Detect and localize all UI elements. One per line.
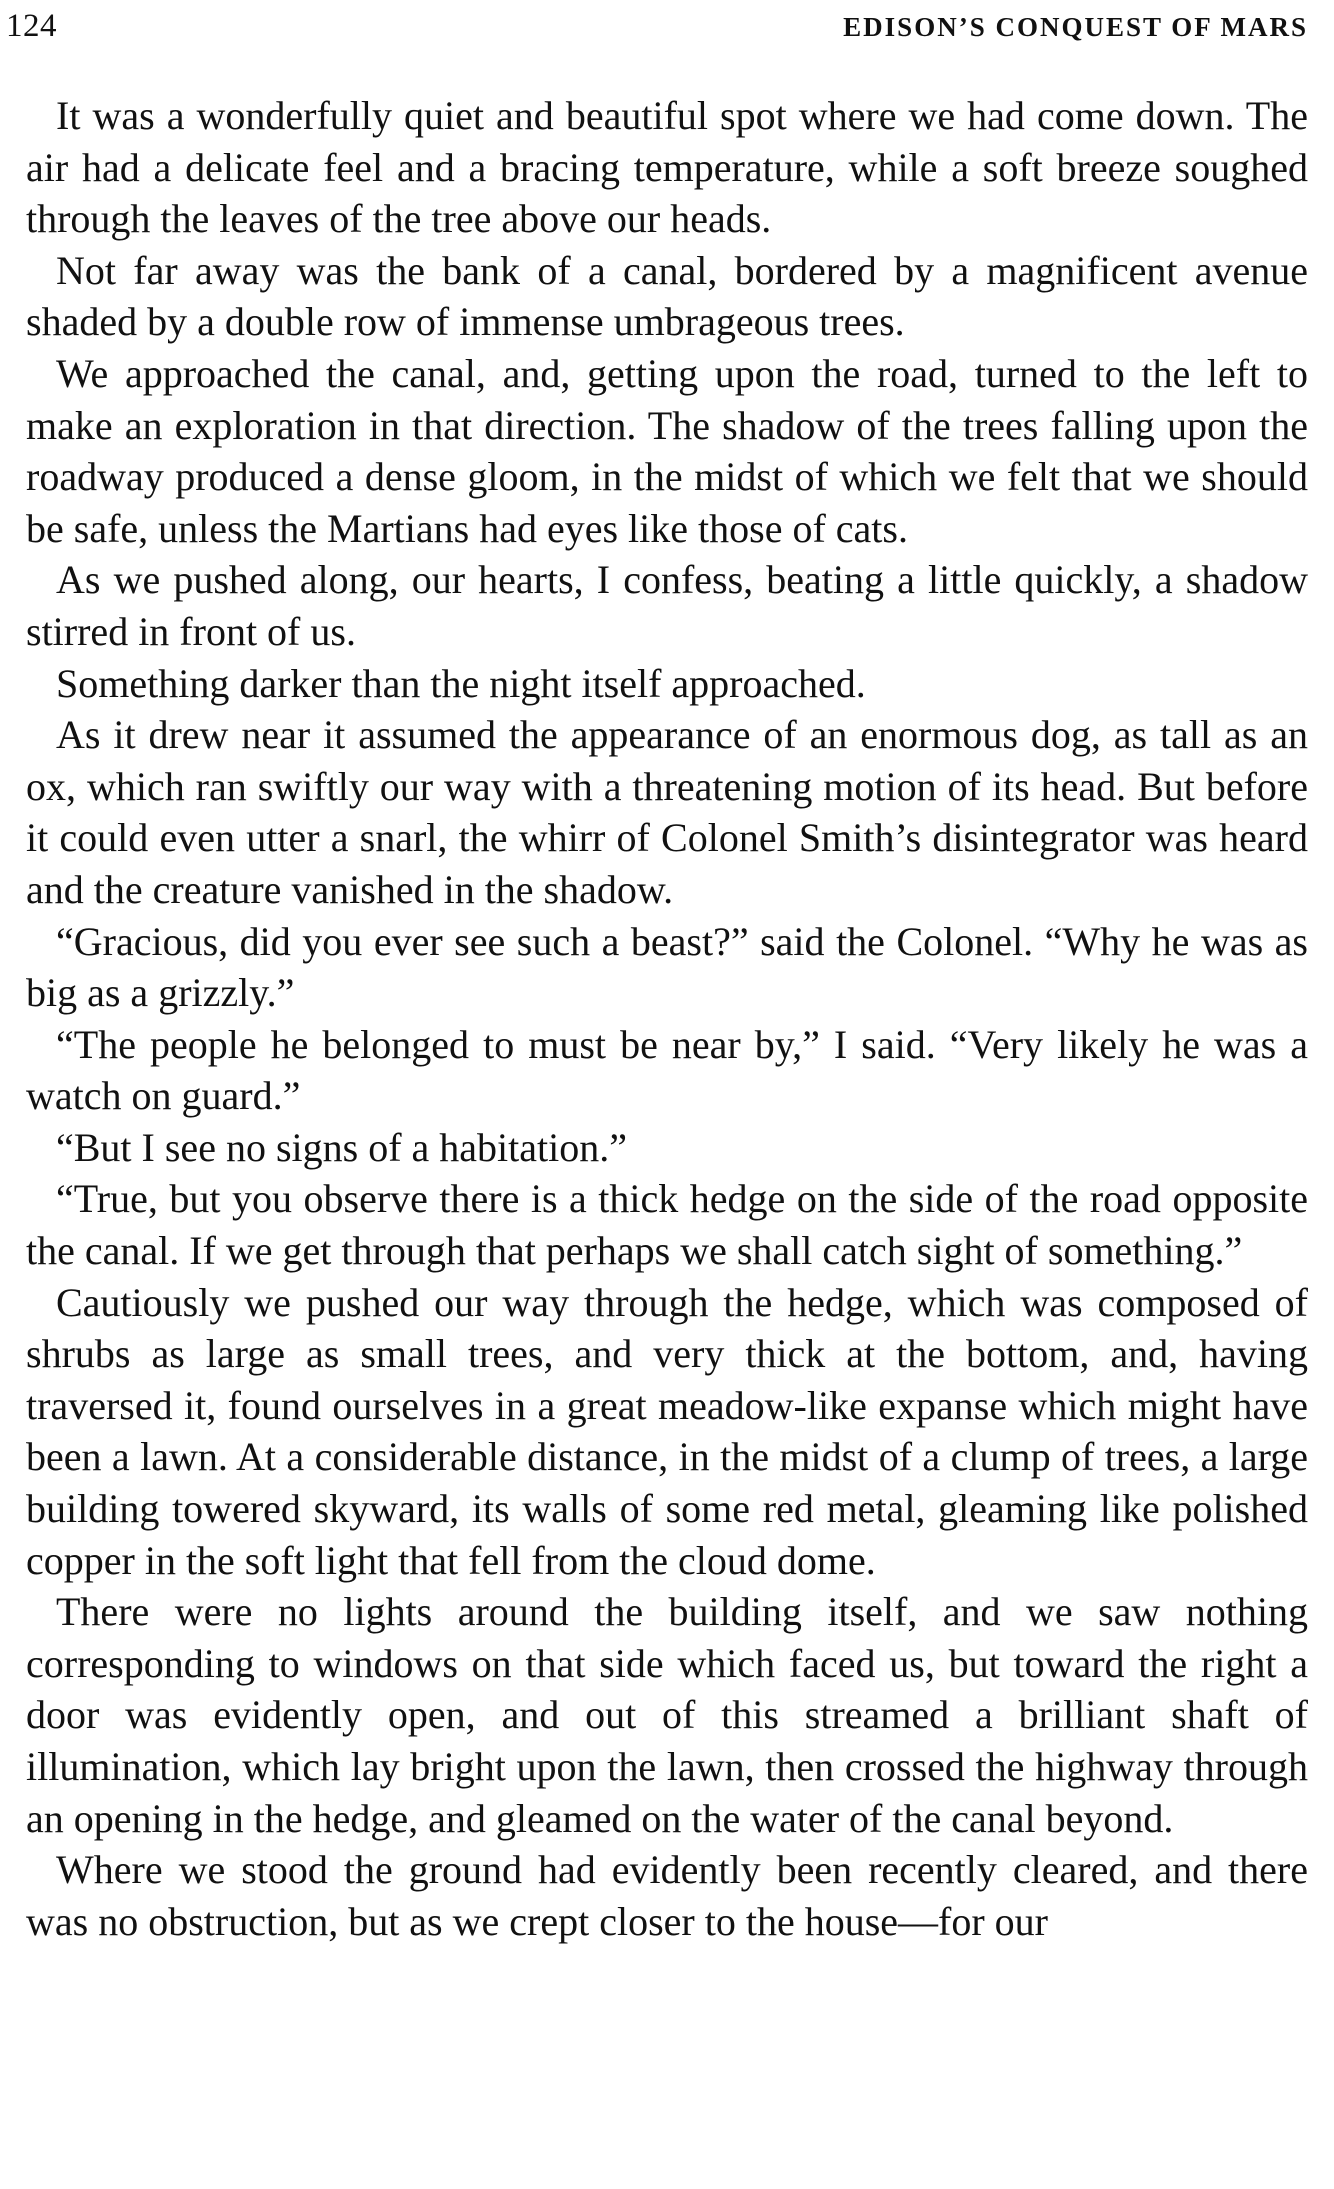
running-title: EDISON’S CONQUEST OF MARS [843,12,1308,42]
paragraph: Cautiously we pushed our way through the hedge, which was composed of shrubs as large as small trees, and very thick at the bottom, and, having traversed it, found ourselves in a great meadow-like expanse which might have been a lawn. At a considerable distance, in the midst of a clump of trees, a large building towered skyward, its walls of some red metal, gleaming like polished copper in the soft light that fell from the cloud dome. [26,1279,1308,1583]
paragraph: Where we stood the ground had evidently been recently cleared, and there was no obstruction, but as we crept closer to the house—for our [26,1847,1308,1944]
paragraph: “True, but you observe there is a thick hedge on the side of the road opposite the canal. If we get through that perhaps we shall catch sight of something.” [26,1176,1308,1274]
paragraph: “But I see no signs of a habitation.” [56,1124,627,1170]
body-text [26,90,1308,1947]
paragraph: It was a wonderfully quiet and beautiful spot where we had come down. The air had a delicate feel and a bracing temperature, while a soft breeze soughed through the leaves of the tree above our heads. [26,93,1308,242]
paragraph: As we pushed along, our hearts, I confess, beating a little quickly, a shadow stirred in front of us. [26,557,1308,654]
paragraph: Something darker than the night itself approached. [56,660,866,706]
paragraph: Not far away was the bank of a canal, bordered by a magnificent avenue shaded by a double row of immense umbrageous trees. [26,247,1308,345]
running-head [6,8,1308,58]
paragraph: “The people he belonged to must be near by,” I said. “Very likely he was a watch on guard.” [26,1021,1308,1119]
paragraph: We approached the canal, and, getting upon the road, turned to the left to make an exploration in that direction. The shadow of the trees falling upon the roadway produced a dense gloom, in the midst of which we felt that we should be safe, unless the Martians had eyes like those of cats. [26,350,1308,551]
paragraph: As it drew near it assumed the appearance of an enormous dog, as tall as an ox, which ran swiftly our way with a threatening motion of its head. But before it could even utter a snarl, the whirr of Colonel Smith’s disintegrator was heard and the creature vanished in the shadow. [26,712,1308,912]
paragraph: There were no lights around the building itself, and we saw nothing corresponding to windows on that side which faced us, but toward the right a door was evidently open, and out of this streamed a brilliant shaft of illumination, which lay bright upon the lawn, then crossed the highway through an opening in the hedge, and gleamed on the water of the canal beyond. [26,1589,1308,1841]
paragraph: “Gracious, did you ever see such a beast?” said the Colonel. “Why he was as big as a grizzly.” [26,918,1308,1016]
page-number: 124 [6,8,57,44]
